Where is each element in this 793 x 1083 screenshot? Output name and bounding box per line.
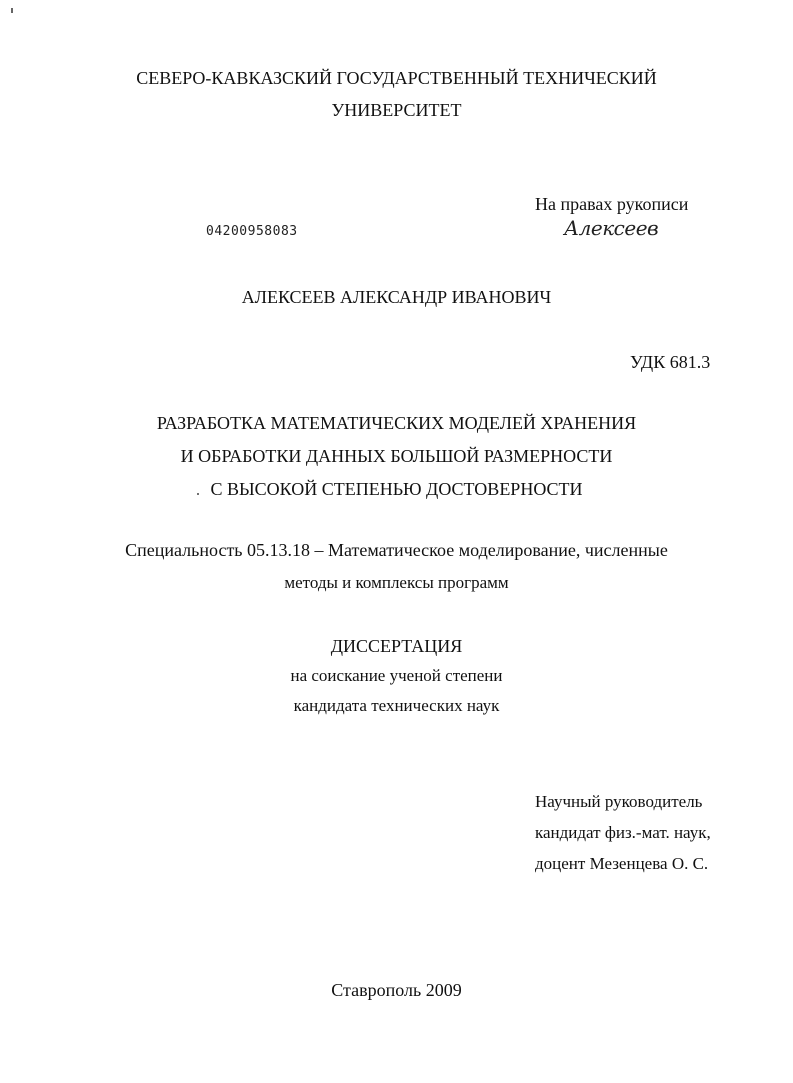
specialty-line-1: Специальность 05.13.18 – Математическое моделирование, численные <box>125 540 668 560</box>
supervisor-line-2: кандидат физ.-мат. наук, <box>535 823 711 842</box>
supervisor-line-3: доцент Мезенцева О. С. <box>535 854 709 873</box>
work-type-title: ДИССЕРТАЦИЯ <box>330 636 463 656</box>
catalog-number: 04200958083 <box>206 224 298 239</box>
work-type-line-1: на соискание ученой степени <box>290 666 503 685</box>
rights-label: На правах рукописи <box>535 194 689 214</box>
author-name: АЛЕКСЕЕВ АЛЕКСАНДР ИВАНОВИЧ <box>241 287 552 307</box>
work-type-line-2: кандидата технических наук <box>293 696 500 715</box>
scan-dot <box>197 493 199 495</box>
scan-mark <box>11 8 13 13</box>
author-signature: Алексеев <box>564 216 659 240</box>
university-line-2: УНИВЕРСИТЕТ <box>331 100 462 120</box>
university-line-1: СЕВЕРО-КАВКАЗСКИЙ ГОСУДАРСТВЕННЫЙ ТЕХНИЧЕСКИЙ <box>136 68 657 88</box>
title-line-3: С ВЫСОКОЙ СТЕПЕНЬЮ ДОСТОВЕРНОСТИ <box>210 479 583 499</box>
specialty-line-2: методы и комплексы программ <box>284 573 509 592</box>
udc-code: УДК 681.3 <box>630 352 711 372</box>
title-line-1: РАЗРАБОТКА МАТЕМАТИЧЕСКИХ МОДЕЛЕЙ ХРАНЕНИЯ <box>156 413 637 433</box>
city-year: Ставрополь 2009 <box>331 980 462 1000</box>
supervisor-line-1: Научный руководитель <box>535 792 703 811</box>
title-line-2: И ОБРАБОТКИ ДАННЫХ БОЛЬШОЙ РАЗМЕРНОСТИ <box>180 446 613 466</box>
